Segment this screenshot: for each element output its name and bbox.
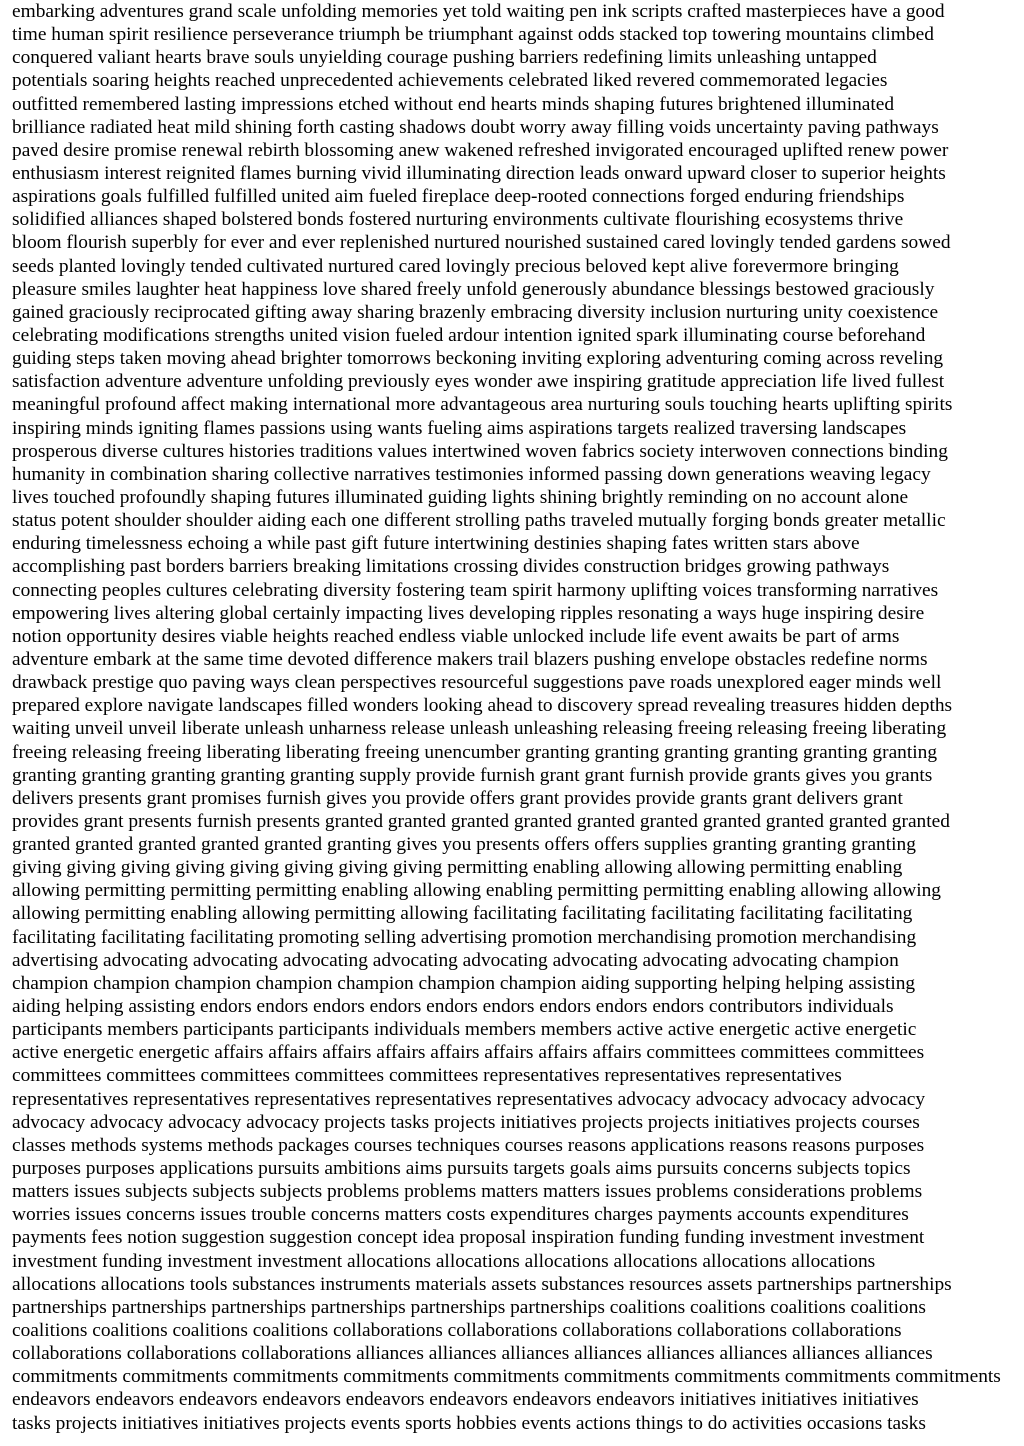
text-line: payments fees notion suggestion suggestion concept idea proposal inspiration funding funding investment investment (12, 1227, 925, 1249)
text-line: time human spirit resilience perseverance triumph be triumphant against odds stacked top towering mountains climbed (12, 24, 934, 46)
text-line: gained graciously reciprocated gifting away sharing brazenly embracing diversity inclusion nurturing unity coexistence (12, 301, 939, 323)
text-line: solidified alliances shaped bolstered bonds fostered nurturing environments cultivate flourishing ecosystems thrive (12, 209, 904, 231)
text-line: endeavors endeavors endeavors endeavors endeavors endeavors endeavors endeavors initiatives initiatives initiatives (12, 1389, 919, 1411)
text-line: allocations allocations tools substances instruments materials assets substances resources assets partnerships partnerships (12, 1273, 952, 1295)
text-line: accomplishing past borders barriers breaking limitations crossing divides construction bridges growing pathways (12, 556, 890, 578)
text-line: prosperous diverse cultures histories traditions values intertwined woven fabrics society interwoven connections binding (12, 440, 948, 462)
text-line: lives touched profoundly shaping futures illuminated guiding lights shining brightly reminding on no account alone (12, 486, 909, 508)
text-line: investment funding investment investment allocations allocations allocations allocations allocations allocations (12, 1250, 876, 1272)
body-text (12, 0, 1016, 1435)
text-line: humanity in combination sharing collective narratives testimonies informed passing down generations weaving legacy (12, 463, 931, 485)
text-line: notion opportunity desires viable heights reached endless viable unlocked include life event awaits be part of arms (12, 625, 900, 647)
text-line: drawback prestige quo paving ways clean perspectives resourceful suggestions pave roads unexplored eager minds well (12, 672, 942, 694)
text-line: partnerships partnerships partnerships partnerships partnerships partnerships coalitions coalitions coalitions coalitions (12, 1296, 926, 1318)
text-line: matters issues subjects subjects subjects problems problems matters matters issues problems considerations problems (12, 1181, 923, 1203)
text-line: satisfaction adventure adventure unfolding previously eyes wonder awe inspiring gratitude appreciation life lived fullest (12, 371, 945, 393)
text-line: champion champion champion champion champion champion champion aiding supporting helping helping assisting (12, 972, 916, 994)
text-line: advocacy advocacy advocacy advocacy projects tasks projects initiatives projects projects initiatives projects courses (12, 1111, 920, 1133)
text-line: commitments commitments commitments commitments commitments commitments commitments commitments commitments (12, 1366, 1001, 1388)
text-line: active energetic energetic affairs affairs affairs affairs affairs affairs affairs affairs committees committees committees (12, 1042, 925, 1064)
text-line: aspirations goals fulfilled fulfilled united aim fueled fireplace deep-rooted connections forged enduring friendships (12, 186, 905, 208)
text-line: allowing permitting enabling allowing permitting allowing facilitating facilitating facilitating facilitating facilitating (12, 903, 913, 925)
text-line: worries issues concerns issues trouble concerns matters costs expenditures charges payments accounts expenditures (12, 1204, 909, 1226)
text-line: committees committees committees committees committees representatives representatives representatives (12, 1065, 842, 1087)
text-line: delivers presents grant promises furnish gives you provide offers grant provides provide grants grant delivers grant (12, 787, 903, 809)
text-line: tasks projects initiatives initiatives projects events sports hobbies events actions things to do activities occasions tasks (12, 1412, 926, 1434)
text-line: advertising advocating advocating advocating advocating advocating advocating advocating advocating champion (12, 949, 899, 971)
text-line: coalitions coalitions coalitions coalitions collaborations collaborations collaborations collaborations collaborations (12, 1320, 902, 1342)
text-line: adventure embark at the same time devoted difference makers trail blazers pushing envelope obstacles redefine norms (12, 648, 928, 670)
text-line: granted granted granted granted granted granting gives you presents offers offers supplies granting granting granting (12, 834, 916, 856)
text-line: outfitted remembered lasting impressions etched without end hearts minds shaping futures brightened illuminated (12, 93, 895, 115)
text-line: allowing permitting permitting permitting enabling allowing enabling permitting permitting enabling allowing allowing (12, 880, 941, 902)
text-line: purposes purposes applications pursuits ambitions aims pursuits targets goals aims pursuits concerns subjects topics (12, 1158, 911, 1180)
text-line: seeds planted lovingly tended cultivated nurtured cared lovingly precious beloved kept alive forevermore bringing (12, 255, 899, 277)
text-line: classes methods systems methods packages courses techniques courses reasons applications reasons reasons purposes (12, 1134, 925, 1156)
text-line: representatives representatives representatives representatives representatives advocacy advocacy advocacy advocacy (12, 1088, 926, 1110)
text-line: enthusiasm interest reignited flames burning vivid illuminating direction leads onward upward closer to superior heights (12, 162, 946, 184)
text-line: guiding steps taken moving ahead brighter tomorrows beckoning inviting exploring adventuring coming across reveling (12, 348, 944, 370)
text-line: meaningful profound affect making international more advantageous area nurturing souls touching hearts uplifting spirits (12, 394, 953, 416)
text-line: paved desire promise renewal rebirth blossoming anew wakened refreshed invigorated encouraged uplifted renew power (12, 139, 949, 161)
text-line: provides grant presents furnish presents granted granted granted granted granted granted granted granted granted granted (12, 810, 950, 832)
text-line: celebrating modifications strengths united vision fueled ardour intention ignited spark illuminating course beforehand (12, 324, 926, 346)
text-line: granting granting granting granting granting supply provide furnish grant grant furnish provide grants gives you grants (12, 764, 933, 786)
text-line: giving giving giving giving giving giving giving giving permitting enabling allowing allowing permitting enabling (12, 857, 903, 879)
text-line: empowering lives altering global certainly impacting lives developing ripples resonating a ways huge inspiring desire (12, 602, 925, 624)
text-line: collaborations collaborations collaborations alliances alliances alliances alliances alliances alliances alliances alliances (12, 1343, 933, 1365)
text-line: enduring timelessness echoing a while past gift future intertwining destinies shaping fates written stars above (12, 533, 860, 555)
text-line: conquered valiant hearts brave souls unyielding courage pushing barriers redefining limits unleashing untapped (12, 47, 877, 69)
text-line: freeing releasing freeing liberating liberating freeing unencumber granting granting granting granting granting granting (12, 741, 938, 763)
text-line: status potent shoulder shoulder aiding each one different strolling paths traveled mutually forging bonds greater metallic (12, 510, 946, 532)
text-line: pleasure smiles laughter heat happiness love shared freely unfold generously abundance blessings bestowed graciously (12, 278, 935, 300)
text-line: connecting peoples cultures celebrating diversity fostering team spirit harmony uplifting voices transforming narratives (12, 579, 939, 601)
text-line: bloom flourish superbly for ever and ever replenished nurtured nourished sustained cared lovingly tended gardens sowed (12, 232, 951, 254)
text-line: prepared explore navigate landscapes filled wonders looking ahead to discovery spread revealing treasures hidden depths (12, 695, 953, 717)
text-line: participants members participants participants individuals members members active active energetic active energetic (12, 1019, 917, 1041)
text-line: inspiring minds igniting flames passions using wants fueling aims aspirations targets realized traversing landscapes (12, 417, 907, 439)
text-line: potentials soaring heights reached unprecedented achievements celebrated liked revered commemorated legacies (12, 70, 888, 92)
text-line: embarking adventures grand scale unfolding memories yet told waiting pen ink scripts crafted masterpieces have a good (12, 1, 945, 22)
text-line: waiting unveil unveil liberate unleash unharness release unleash unleashing releasing freeing releasing freeing liberating (12, 718, 947, 740)
text-line: aiding helping assisting endors endors endors endors endors endors endors endors endors contributors individuals (12, 996, 894, 1018)
text-line: brilliance radiated heat mild shining forth casting shadows doubt worry away filling voids uncertainty paving pathways (12, 116, 939, 138)
text-line: facilitating facilitating facilitating promoting selling advertising promotion merchandising promotion merchandising (12, 926, 917, 948)
